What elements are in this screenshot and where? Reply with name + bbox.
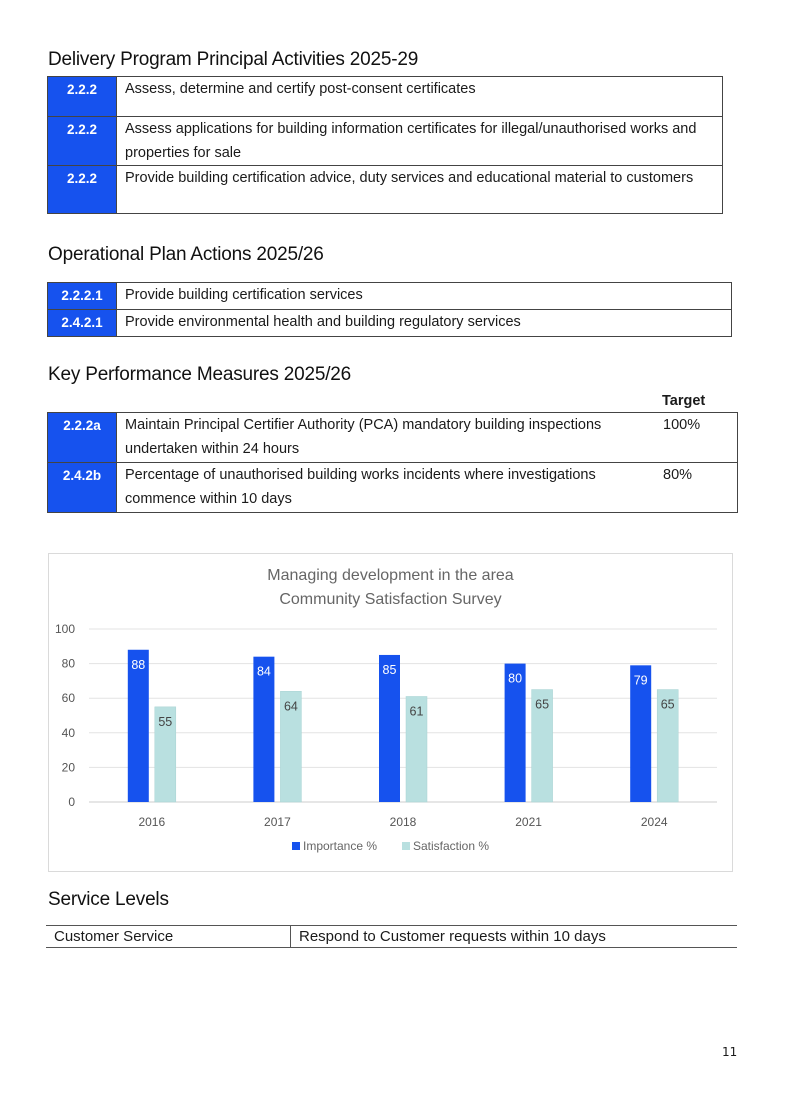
chart-subtitle: Community Satisfaction Survey (279, 591, 502, 608)
data-label: 64 (283, 699, 298, 714)
action-text: Provide building certification services (117, 283, 732, 310)
data-label: 55 (158, 714, 173, 729)
data-label: 61 (409, 704, 424, 719)
bar-chart (49, 554, 732, 871)
data-label: 88 (131, 657, 146, 672)
action-code: 2.2.2.1 (48, 283, 117, 310)
kpm-target: 80% (657, 463, 738, 513)
legend-label: Satisfaction % (413, 839, 490, 853)
legend-swatch (402, 842, 410, 850)
y-tick-label: 40 (61, 725, 75, 740)
kpm-heading: Key Performance Measures 2025/26 (48, 364, 352, 385)
kpm-target: 100% (657, 413, 738, 463)
bar (379, 655, 400, 802)
data-label: 79 (633, 673, 648, 688)
delivery-heading: Delivery Program Principal Activities 2025-29 (48, 49, 419, 70)
data-label: 65 (535, 697, 550, 712)
x-tick-label: 2016 (138, 815, 166, 829)
kpm-code: 2.4.2b (48, 463, 117, 513)
table-row (46, 926, 737, 948)
table-row (48, 166, 723, 214)
x-tick-label: 2018 (389, 815, 417, 829)
chart-container (48, 553, 733, 872)
x-tick-label: 2017 (264, 815, 291, 829)
activity-text: Assess, determine and certify post-consent certificates (117, 77, 723, 117)
service-levels-heading: Service Levels (48, 889, 169, 910)
table-row (48, 413, 738, 463)
kpm-table (47, 412, 738, 513)
data-label: 65 (660, 697, 675, 712)
kpm-text: Maintain Principal Certifier Authority (PCA) mandatory building inspections undertaken within 24 hours (117, 413, 658, 463)
table-row (48, 310, 732, 337)
y-tick-label: 100 (54, 622, 75, 636)
action-code: 2.4.2.1 (48, 310, 117, 337)
x-tick-label: 2021 (515, 815, 542, 829)
bar (128, 650, 149, 802)
legend-label: Importance % (303, 839, 378, 853)
target-column-label: Target (662, 393, 706, 409)
table-row (48, 463, 738, 513)
service-levels-table (46, 925, 737, 948)
chart-title: Managing development in the area (267, 567, 514, 584)
kpm-code: 2.2.2a (48, 413, 117, 463)
operational-table (47, 282, 732, 337)
table-row (48, 77, 723, 117)
legend-swatch (292, 842, 300, 850)
y-tick-label: 60 (61, 691, 75, 706)
operational-heading: Operational Plan Actions 2025/26 (48, 244, 324, 265)
action-text: Provide environmental health and building regulatory services (117, 310, 732, 337)
kpm-text: Percentage of unauthorised building works incidents where investigations commence within 10 days (117, 463, 658, 513)
x-tick-label: 2024 (640, 815, 668, 829)
activity-text: Provide building certification advice, duty services and educational material to customers (117, 166, 723, 214)
delivery-table (47, 76, 723, 214)
data-label: 80 (508, 671, 523, 686)
data-label: 84 (256, 664, 271, 679)
y-tick-label: 80 (61, 656, 75, 671)
activity-code: 2.2.2 (48, 77, 117, 117)
activity-code: 2.2.2 (48, 117, 117, 166)
y-tick-label: 0 (68, 795, 75, 809)
table-row (48, 117, 723, 166)
page-number: 11 (722, 1045, 738, 1059)
service-name: Customer Service (46, 926, 291, 948)
activity-code: 2.2.2 (48, 166, 117, 214)
table-row (48, 283, 732, 310)
service-level: Respond to Customer requests within 10 days (291, 926, 738, 948)
activity-text: Assess applications for building information certificates for illegal/unauthorised works and properties for sale (117, 117, 723, 166)
y-tick-label: 20 (61, 760, 75, 775)
data-label: 85 (382, 662, 397, 677)
